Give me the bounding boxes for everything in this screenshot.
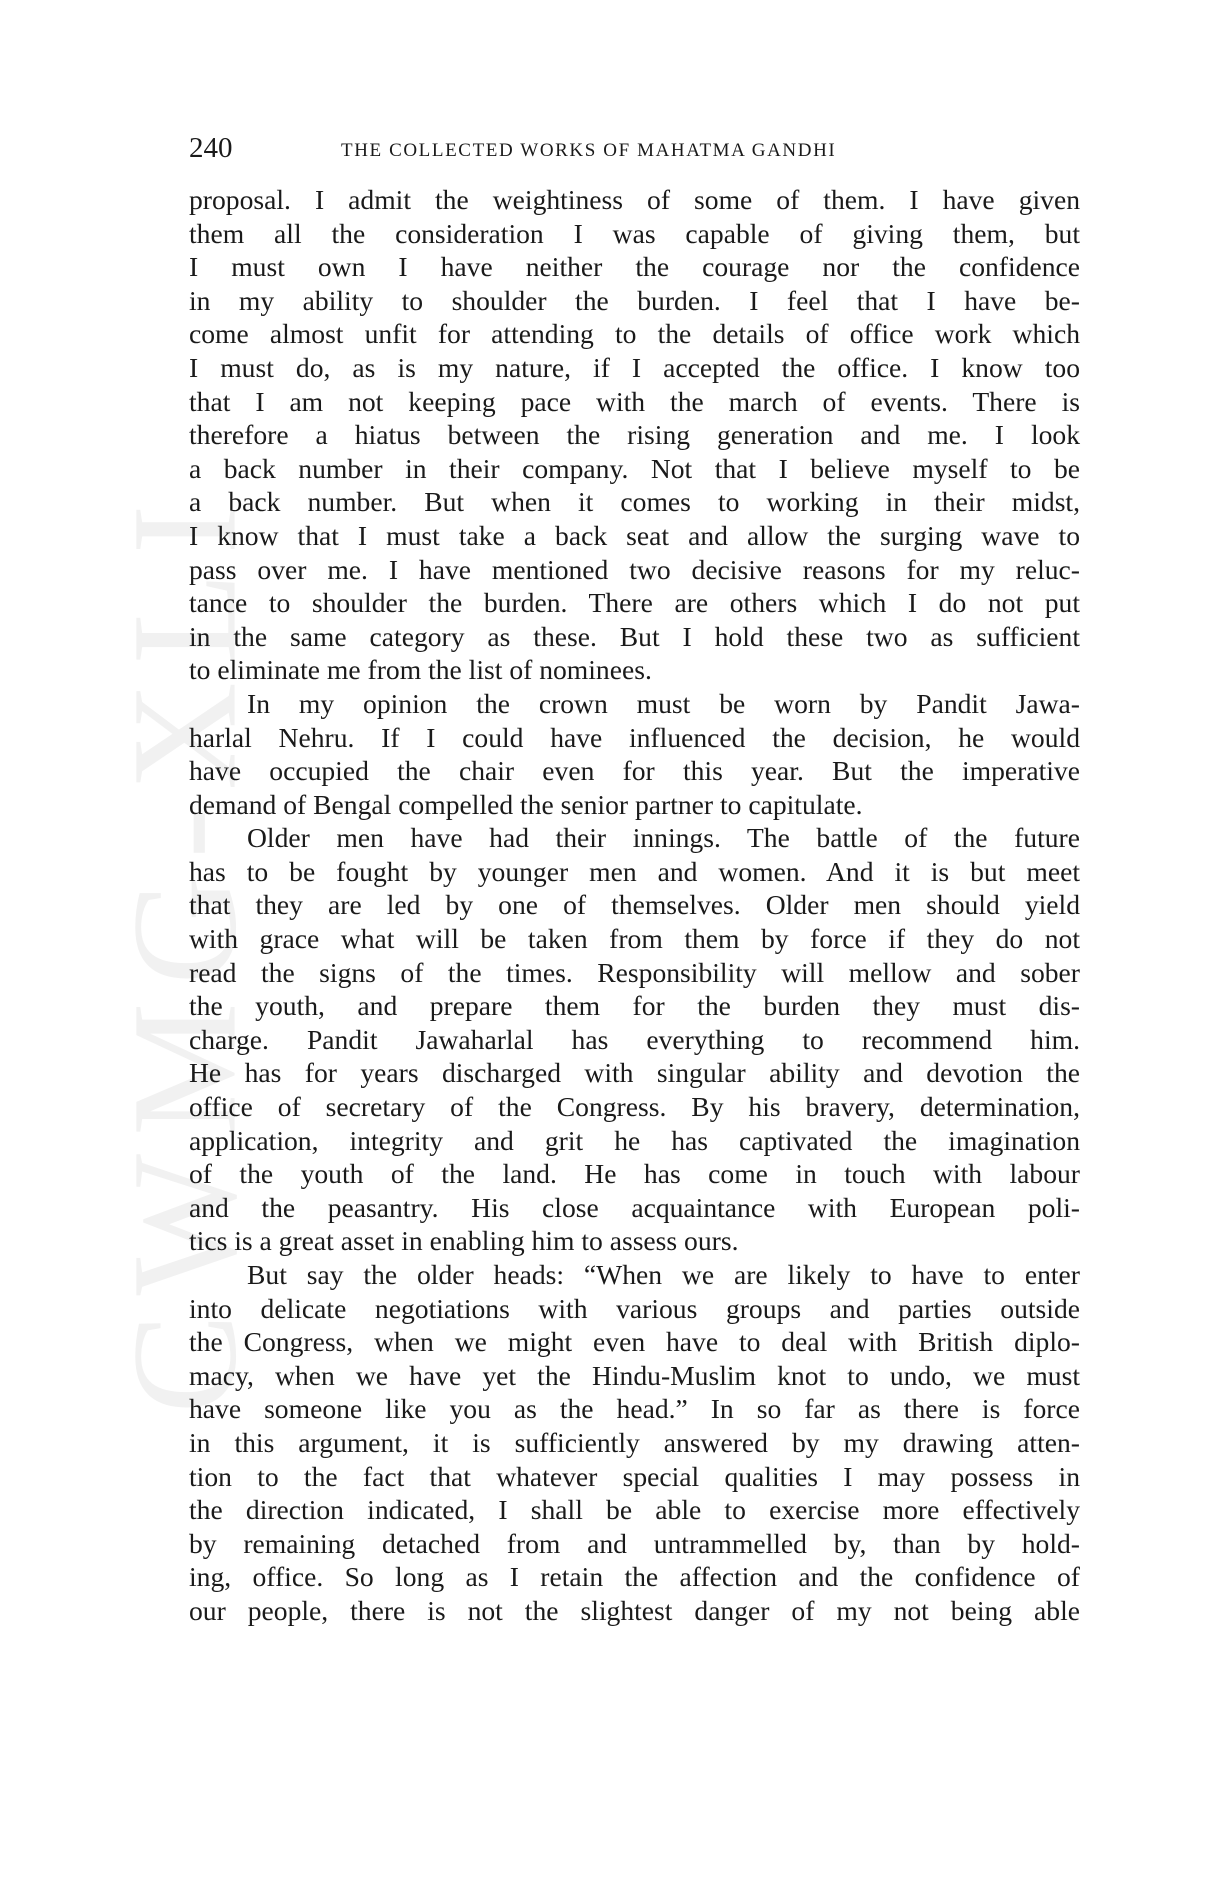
body-text [189, 183, 1080, 1628]
text-line: therefore a hiatus between the rising generation and me. I look [189, 419, 1080, 451]
text-line: that I am not keeping pace with the march of events. There is [189, 385, 1080, 417]
text-line: has to be fought by younger men and women. And it is but meet [189, 855, 1080, 887]
running-title: THE COLLECTED WORKS OF MAHATMA GANDHI [341, 140, 837, 161]
text-line: a back number. But when it comes to working in their midst, [189, 486, 1080, 518]
text-line: the Congress, when we might even have to deal with British diplo- [189, 1326, 1080, 1358]
text-line: He has for years discharged with singular ability and devotion the [189, 1057, 1080, 1089]
text-line: read the signs of the times. Responsibility will mellow and sober [189, 956, 1080, 988]
text-line: that they are led by one of themselves. Older men should yield [189, 889, 1080, 921]
text-line: demand of Bengal compelled the senior partner to capitulate. [189, 788, 863, 820]
running-head [189, 128, 1080, 168]
text-line: application, integrity and grit he has captivated the imagination [189, 1124, 1080, 1156]
text-line: harlal Nehru. If I could have influenced the decision, he would [189, 721, 1080, 753]
paragraph [189, 687, 1080, 821]
text-line: in this argument, it is sufficiently answered by my drawing atten- [189, 1426, 1080, 1458]
text-line: in my ability to shoulder the burden. I feel that I have be- [189, 284, 1080, 316]
text-line: them all the consideration I was capable of giving them, but [189, 217, 1080, 249]
text-line: by remaining detached from and untrammelled by, than by hold- [189, 1527, 1080, 1559]
text-line: office of secretary of the Congress. By his bravery, determination, [189, 1091, 1080, 1123]
text-line: pass over me. I have mentioned two decisive reasons for my reluc- [189, 553, 1080, 585]
text-line: macy, when we have yet the Hindu-Muslim knot to undo, we must [189, 1359, 1080, 1391]
text-line: Older men have had their innings. The battle of the future [247, 822, 1080, 854]
text-line: In my opinion the crown must be worn by Pandit Jawa- [247, 687, 1080, 719]
text-line: have someone like you as the head.” In so far as there is force [189, 1393, 1080, 1425]
text-line: have occupied the chair even for this year. But the imperative [189, 755, 1080, 787]
watermark-text: CWMG-XLI [102, 486, 268, 1414]
text-line: I must do, as is my nature, if I accepted the office. I know too [189, 351, 1080, 383]
text-line: to eliminate me from the list of nominees. [189, 654, 652, 686]
paragraph [189, 821, 1080, 1258]
text-line: charge. Pandit Jawaharlal has everything to recommend him. [189, 1023, 1080, 1055]
text-line: into delicate negotiations with various groups and parties outside [189, 1292, 1080, 1324]
text-line: and the peasantry. His close acquaintance with European poli- [189, 1191, 1080, 1223]
text-line: ing, office. So long as I retain the affection and the confidence of [189, 1561, 1080, 1593]
text-line: in the same category as these. But I hold these two as sufficient [189, 620, 1080, 652]
text-line: tion to the fact that whatever special qualities I may possess in [189, 1460, 1080, 1492]
text-line: the youth, and prepare them for the burden they must dis- [189, 990, 1080, 1022]
text-line: of the youth of the land. He has come in touch with labour [189, 1158, 1080, 1190]
text-line: I must own I have neither the courage nor the confidence [189, 251, 1080, 283]
text-line: proposal. I admit the weightiness of some of them. I have given [189, 184, 1080, 215]
text-line: tance to shoulder the burden. There are others which I do not put [189, 587, 1080, 619]
text-line: tics is a great asset in enabling him to assess ours. [189, 1225, 739, 1257]
paragraph [189, 1258, 1080, 1628]
page-number: 240 [189, 132, 233, 164]
text-line: with grace what will be taken from them by force if they do not [189, 923, 1080, 955]
text-line: But say the older heads: “When we are likely to have to enter [247, 1259, 1080, 1290]
paragraph [189, 183, 1080, 687]
text-line: I know that I must take a back seat and allow the surging wave to [189, 519, 1080, 551]
text-line: the direction indicated, I shall be able to exercise more effectively [189, 1494, 1080, 1526]
text-line: come almost unfit for attending to the details of office work which [189, 318, 1080, 350]
text-line: a back number in their company. Not that I believe myself to be [189, 452, 1080, 484]
text-line: our people, there is not the slightest danger of my not being able [189, 1594, 1080, 1626]
